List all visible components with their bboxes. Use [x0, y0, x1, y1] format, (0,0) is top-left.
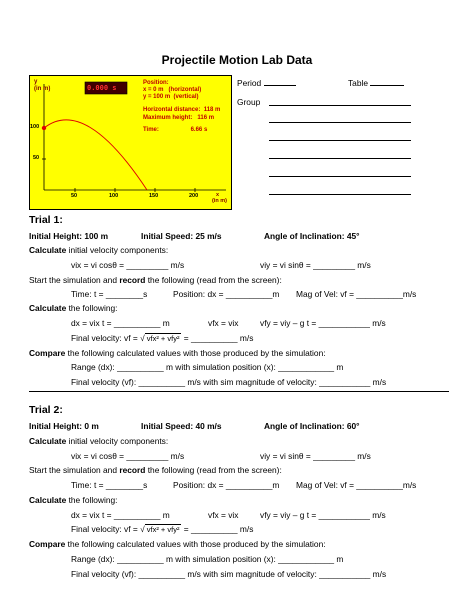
trial-2-time[interactable]: Time: t = ________s [71, 480, 148, 490]
x-value: x = 0 m [143, 87, 164, 93]
trial-1-position[interactable]: Position: dx = __________m [173, 289, 280, 299]
table-label: Table [348, 78, 369, 88]
trial-1-start-line: Start the simulation and record the following (read from the screen): [29, 275, 282, 285]
group-label: Group [237, 97, 261, 107]
trial-1-dx[interactable]: dx = vix t = __________ m [71, 318, 170, 328]
trial-2-calculate-line: Calculate initial velocity components: [29, 436, 169, 446]
x-tick-label-150: 150 [149, 193, 159, 199]
group-line-4[interactable] [269, 158, 411, 159]
table-blank[interactable] [370, 85, 404, 86]
trial-2-final-velocity[interactable]: Final velocity: vf = √ vfx² + vfy² = __________ m/s [71, 524, 254, 534]
trial-separator [29, 391, 449, 392]
trial-2-vfy[interactable]: vfy = viy – g t = ___________ m/s [260, 510, 386, 520]
group-line-2[interactable] [269, 122, 411, 123]
max-height-label: Maximum height: [143, 115, 193, 121]
trial-2-dx[interactable]: dx = vix t = __________ m [71, 510, 170, 520]
max-height-value: 116 m [197, 115, 215, 121]
trial-1-final-velocity[interactable]: Final velocity: vf = √ vfx² + vfy² = __________ m/s [71, 333, 254, 343]
time-label: Time: [143, 127, 159, 133]
timer-readout: 0.000 s [87, 84, 117, 92]
trial-1-mag-vel[interactable]: Mag of Vel: vf = __________m/s [296, 289, 417, 299]
simulation-image [29, 75, 232, 210]
vertical-label: (vertical) [173, 94, 199, 100]
position-label: Position: [143, 80, 169, 86]
sqrt-icon: √ [140, 524, 145, 534]
x-axis-label: x [216, 192, 220, 198]
x-tick-label-200: 200 [189, 193, 199, 199]
table-field [348, 78, 404, 88]
sqrt-icon: √ [140, 333, 145, 343]
trial-1-viy[interactable]: viy = vi sinθ = _________ m/s [260, 260, 371, 270]
trial-2-initial-height: Initial Height: 0 m [29, 421, 99, 431]
trial-1-vfy[interactable]: vfy = viy – g t = ___________ m/s [260, 318, 386, 328]
horizontal-label: (horizontal) [168, 87, 202, 93]
trial-1-calculate-line: Calculate initial velocity components: [29, 245, 169, 255]
group-line-5[interactable] [269, 176, 411, 177]
trial-2-mag-vel[interactable]: Mag of Vel: vf = __________m/s [296, 480, 417, 490]
trajectory-curve [44, 120, 147, 190]
trial-1-time[interactable]: Time: t = ________s [71, 289, 148, 299]
group-line-6[interactable] [269, 194, 411, 195]
x-tick-label-100: 100 [109, 193, 119, 199]
trial-1-range[interactable]: Range (dx): __________ m with simulation position (x): ____________ m [71, 362, 344, 372]
time-value: 6.66 s [190, 127, 208, 133]
trial-2-start-line: Start the simulation and record the following (read from the screen): [29, 465, 282, 475]
horiz-distance-label: Horizontal distance: [143, 107, 201, 113]
group-line-1[interactable] [269, 105, 411, 106]
trial-2-calculate-following: Calculate the following: [29, 495, 118, 505]
trial-2-vfx: vfx = vix [208, 510, 239, 520]
period-label: Period [237, 78, 262, 88]
y-tick-label-100: 100 [30, 124, 40, 130]
y-tick-label-50: 50 [33, 155, 40, 161]
projectile-dot [42, 126, 46, 130]
trial-1-compare-line: Compare the following calculated values with those produced by the simulation: [29, 348, 326, 358]
x-axis-unit: (in m) [212, 198, 227, 204]
trial-2-viy[interactable]: viy = vi sinθ = _________ m/s [260, 451, 371, 461]
trial-2-final-compare[interactable]: Final velocity (vf): __________ m/s with sim magnitude of velocity: ___________ m/s [71, 569, 387, 579]
trial-2-angle: Angle of Inclination: 60° [264, 421, 360, 431]
x-tick-label-50: 50 [71, 193, 78, 199]
y-value: y = 100 m [143, 94, 171, 100]
trial-2-heading: Trial 2: [29, 404, 63, 416]
trial-1-heading: Trial 1: [29, 214, 63, 226]
trial-1-final-compare[interactable]: Final velocity (vf): __________ m/s with sim magnitude of velocity: ___________ m/s [71, 377, 387, 387]
y-axis-label: y [34, 79, 38, 85]
trial-2-range[interactable]: Range (dx): __________ m with simulation position (x): ____________ m [71, 554, 344, 564]
period-field [237, 78, 296, 88]
trajectory-plot [30, 76, 233, 211]
y-axis-unit: (in m) [34, 86, 51, 92]
trial-2-position[interactable]: Position: dx = __________m [173, 480, 280, 490]
group-line-3[interactable] [269, 140, 411, 141]
period-blank[interactable] [264, 85, 296, 86]
trial-2-initial-speed: Initial Speed: 40 m/s [141, 421, 222, 431]
trial-2-compare-line: Compare the following calculated values with those produced by the simulation: [29, 539, 326, 549]
trial-1-calculate-following: Calculate the following: [29, 303, 118, 313]
trial-1-vix[interactable]: vix = vi cosθ = _________ m/s [71, 260, 185, 270]
trial-1-initial-height: Initial Height: 100 m [29, 231, 109, 241]
horiz-distance-value: 118 m [203, 107, 221, 113]
trial-1-vfx: vfx = vix [208, 318, 239, 328]
page-title: Projectile Motion Lab Data [161, 53, 313, 67]
trial-1-initial-speed: Initial Speed: 25 m/s [141, 231, 222, 241]
trial-1-angle: Angle of Inclination: 45° [264, 231, 360, 241]
trial-2-vix[interactable]: vix = vi cosθ = _________ m/s [71, 451, 185, 461]
